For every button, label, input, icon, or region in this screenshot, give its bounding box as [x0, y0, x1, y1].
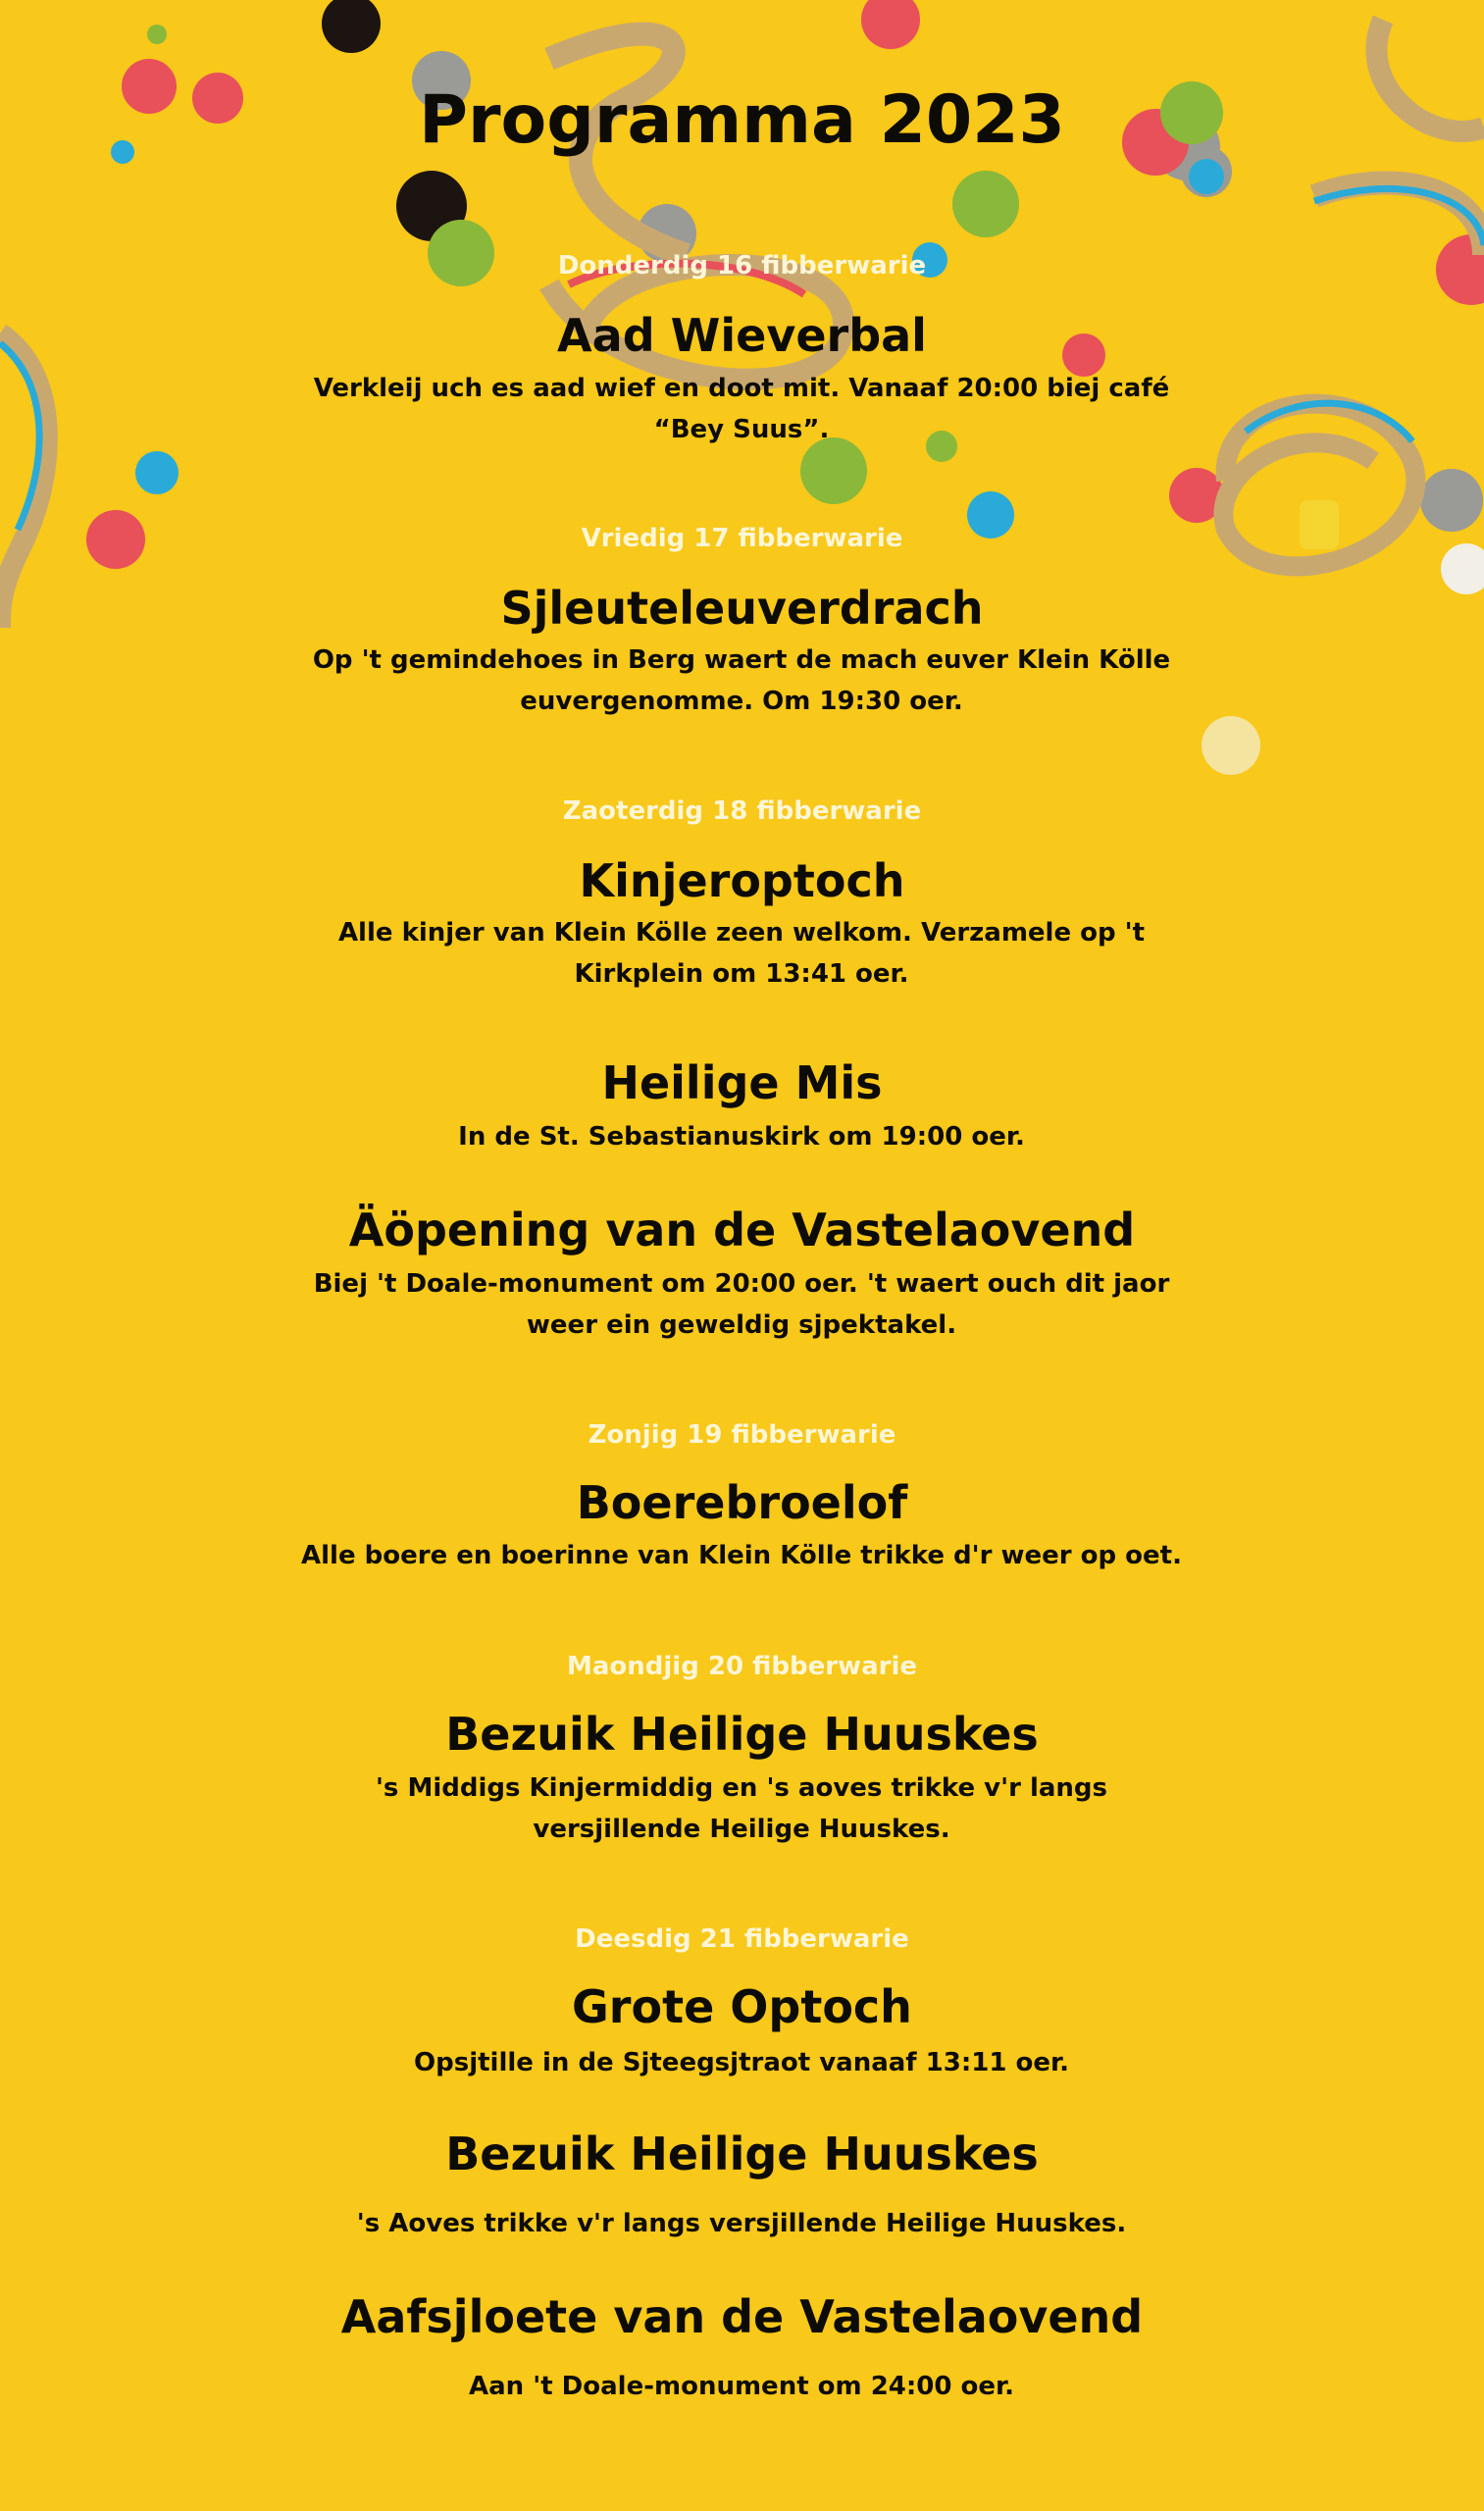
day-heading: Donderdig 16 fibberwarie: [557, 251, 927, 281]
day-heading: Deesdig 21 fibberwarie: [575, 1924, 909, 1954]
event-title: Kinjeroptoch: [579, 854, 905, 907]
event-description: Verkleij uch es aad wief en doot mit. Vanaaf 20:00 biej café “Bey Suus”.: [313, 374, 1170, 444]
event-description: 's Aoves trikke v'r langs versjillende Heilige Huuskes.: [356, 2209, 1127, 2238]
event-description: Biej 't Doale-monument om 20:00 oer. 't waert ouch dit jaor weer ein geweldig sjpektakel.: [313, 1269, 1170, 1340]
event-description: Op 't gemindehoes in Berg waert de mach euver Klein Kölle euvergenomme. Om 19:30 oer.: [312, 645, 1171, 716]
event-title: Bezuik Heilige Huuskes: [445, 1708, 1039, 1761]
event-description: Aan 't Doale-monument om 24:00 oer.: [469, 2372, 1014, 2401]
event-description: Alle boere en boerinne van Klein Kölle trikke d'r weer op oet.: [301, 1541, 1182, 1570]
day-heading: Vriedig 17 fibberwarie: [581, 524, 903, 553]
event-title: Aafsjloete van de Vastelaovend: [340, 2290, 1144, 2343]
event-title: Aad Wieverbal: [557, 309, 927, 362]
day-heading: Zonjig 19 fibberwarie: [588, 1420, 896, 1450]
event-title: Äöpening van de Vastelaovend: [348, 1204, 1136, 1256]
event-description: In de St. Sebastianuskirk om 19:00 oer.: [458, 1122, 1025, 1152]
event-description: Opsjtille in de Sjteegsjtraot vanaaf 13:11 oer.: [414, 2048, 1069, 2077]
event-title: Sjleuteleuverdrach: [500, 582, 984, 635]
event-title: Heilige Mis: [601, 1056, 883, 1109]
event-title: Grote Optoch: [572, 1980, 912, 2033]
event-title: Boerebroelof: [576, 1476, 908, 1529]
page-title: Programma 2023: [419, 81, 1065, 159]
event-description: Alle kinjer van Klein Kölle zeen welkom. Verzamele op 't Kirkplein om 13:41 oer.: [337, 918, 1146, 989]
day-heading: Maondjig 20 fibberwarie: [566, 1652, 917, 1681]
event-title: Bezuik Heilige Huuskes: [445, 2127, 1039, 2180]
day-heading: Zaoterdig 18 fibberwarie: [562, 796, 922, 826]
event-description: 's Middigs Kinjermiddig en 's aoves trikke v'r langs versjillende Heilige Huuskes.: [375, 1773, 1108, 1844]
